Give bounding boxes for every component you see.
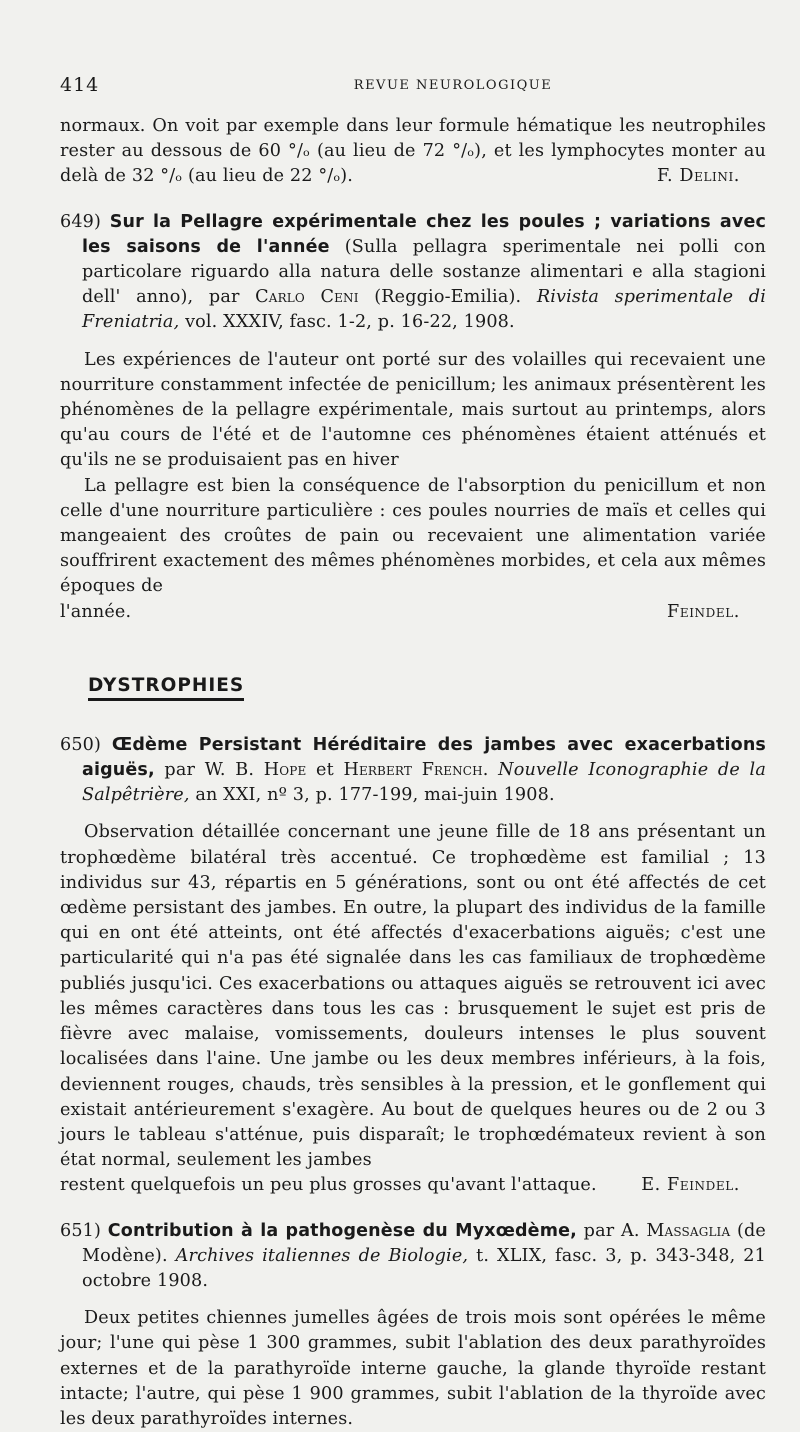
signature: E. Feindel. (641, 1175, 740, 1196)
entry-number: 650) (60, 734, 102, 755)
abstract (60, 820, 766, 1198)
page-number: 414 (60, 74, 100, 96)
entry-title: Œdème Persistant Héréditaire des jambes avec exacerbations aiguës, (82, 734, 766, 781)
citation-text: par A. (576, 1220, 647, 1241)
abstract-paragraph: Deux petites chiennes jumelles âgées de trois mois sont opérées le même jour; l'une qui pèse 1 300 grammes, subit l'ablation des deux parathyroïdes externes et de la parathyroïde interne gauche, la glande thyroïde restant intacte; l'autre, qui pèse 1 900 grammes, subit l'ablation de la thyroïde avec les deux parathyroïdes internes. (60, 1308, 766, 1429)
citation-text: et (306, 760, 344, 781)
abstract (60, 1306, 766, 1432)
abstract-last-line: restent quelquefois un peu plus grosses qu'avant l'attaque. (60, 1175, 597, 1196)
journal-name: Nouvelle Iconographie de la Salpêtrière, (82, 760, 766, 806)
entry-651 (60, 1219, 766, 1432)
entry-heading (60, 210, 766, 336)
author-name: Massaglia (646, 1220, 731, 1241)
entry-650 (60, 733, 766, 1199)
entry-number: 651) (60, 1220, 102, 1241)
entry-heading (60, 1219, 766, 1295)
citation-text: (de Modène). (82, 1220, 766, 1266)
entry-title: Sur la Pellagre expérimentale chez les poules ; variations avec les saisons de l'année (82, 211, 766, 257)
abstract-paragraph: Observation détaillée concernant une jeune fille de 18 ans présentant un trophœdème bilatéral très accentué. Ce trophœdème est familial ; 13 individus sur 43, répartis en 5 générations, sont ou ont été affectés de cet œdème persistant des jambes. En outre, la plupart des individus de la famille qui en ont été atteints, ont été affectés d'exacerbations aiguës; c'est une particularité qui n'a pas été signalée dans les cas familiaux de trophœdème publiés jusqu'ici. Ces exacerbations ou attaques aiguës se retrouvent ici avec les mêmes caractères dans tous les cas : brusquement le sujet est pris de fièvre avec malaise, vomissements, douleurs intenses le plus souvent localisées dans l'aine. Une jambe ou les deux membres inférieurs, à la fois, deviennent rouges, chauds, très sensibles à la pression, et le gonflement qui existait antérieurement s'exagère. Au bout de quelques heures ou de 2 ou 3 jours le tableau s'atténue, puis disparaît; le trophœdémateux revient à son état normal, seulement les jambes (60, 822, 766, 1171)
citation-text: (Sulla pellagra sperimentale nei polli con particolare riguardo alla natura delle sostanze alimentari e alla stagioni dell' anno), par (82, 236, 766, 308)
running-head (60, 70, 766, 102)
abstract-paragraph: Les expériences de l'auteur ont porté sur des volailles qui recevaient une nourriture constamment infectée de penicillum; les animaux présentèrent les phénomènes de la pellagre expérimentale, mais surtout au printemps, alors qu'au cours de l'été et de l'automne ces phénomènes étaient atténués et qu'ils ne se produisaient pas en hiver (60, 349, 766, 471)
citation-text: . (482, 760, 499, 781)
abstract-last-line: l'année. (60, 601, 132, 622)
continuation-block (60, 114, 766, 190)
citation-text: t. XLIX, fasc. 3, p. 343-348, 21 octobre 1908. (82, 1245, 766, 1291)
citation-text: vol. XXXIV, fasc. 1-2, p. 16-22, 1908. (179, 312, 515, 333)
author-name: Hope (263, 760, 307, 781)
citation-text: par W. B. (154, 760, 264, 781)
citation-text: an XXI, nº 3, p. 177-199, mai-juin 1908. (189, 785, 555, 806)
author-name: Carlo Ceni (255, 287, 359, 308)
signature-line (60, 1173, 766, 1198)
continuation-text: normaux. On voit par exemple dans leur formule hématique les neutrophiles rester au dessous de 60 °/ₒ (au lieu de 72 °/ₒ), et les lymphocytes monter au delà de 32 °/ₒ (au lieu de 22 °/ₒ). (60, 116, 766, 187)
entry-heading (60, 733, 766, 809)
entry-number: 649) (60, 211, 102, 232)
signature: F. Delini. (656, 166, 740, 187)
abstract-paragraph: La pellagre est bien la conséquence de l'absorption du penicillum et non celle d'une nourriture particulière : ces poules nourries de maïs et celles qui mangeaient des croûtes de pain ou recevaient une alimentation variée souffrirent exactement des mêmes phénomènes morbides, et cela aux mêmes époques de (60, 475, 766, 597)
citation-text: (Reggio-Emilia). (358, 287, 537, 308)
journal-title: REVUE NEUROLOGIQUE (353, 78, 553, 93)
author-name: Herbert French (343, 760, 483, 781)
signature-line (60, 600, 766, 625)
entry-649 (60, 210, 766, 625)
section-heading: DYSTROPHIES (88, 675, 244, 701)
signature: Feindel. (667, 601, 740, 622)
journal-name: Rivista sperimentale di Freniatria, (82, 287, 766, 333)
abstract (60, 348, 766, 625)
entry-title: Contribution à la pathogenèse du Myxœdème, (107, 1220, 577, 1241)
journal-name: Archives italiennes de Biologie, (175, 1245, 469, 1266)
